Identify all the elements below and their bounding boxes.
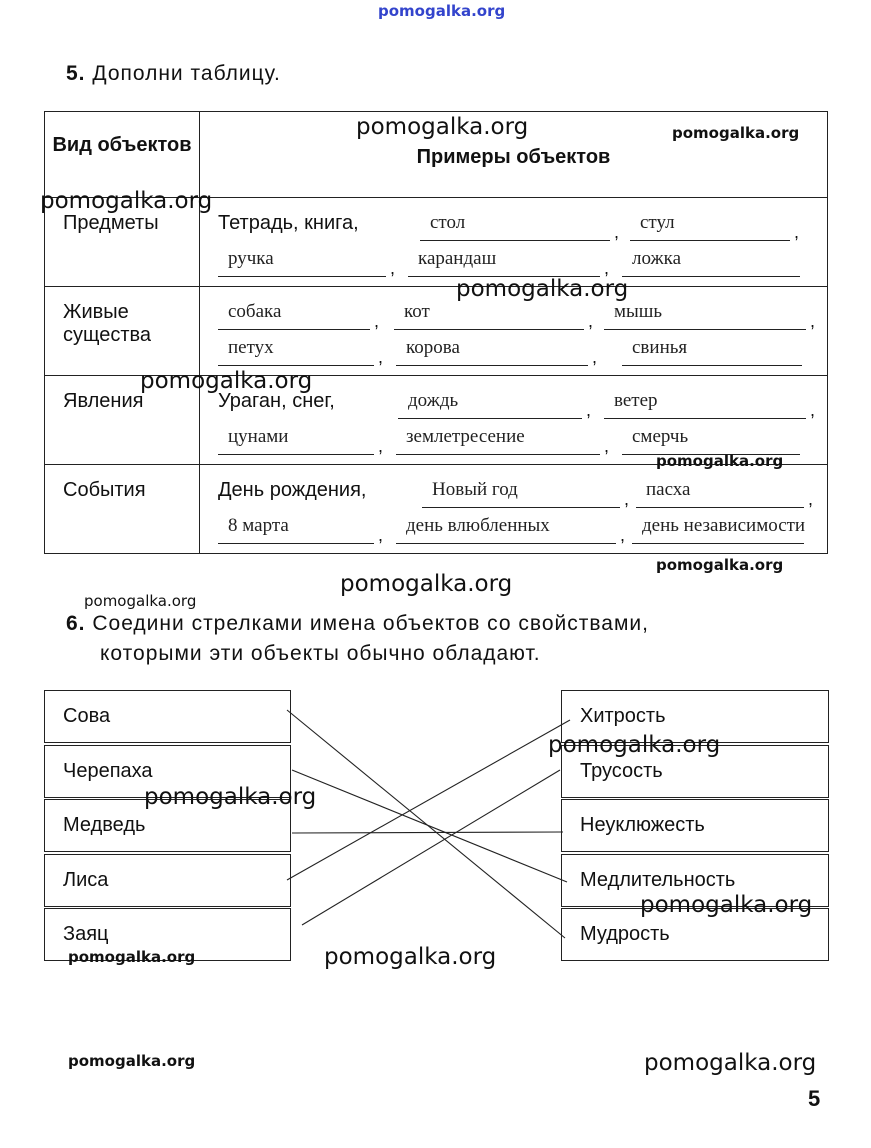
handwritten-answer: 8 марта xyxy=(228,515,289,536)
comma: , xyxy=(808,489,814,509)
watermark: pomogalka.org xyxy=(378,2,506,20)
handwritten-answer: ложка xyxy=(632,248,682,269)
watermark: pomogalka.org xyxy=(640,892,813,918)
watermark: pomogalka.org xyxy=(68,948,196,966)
handwritten-answer: ручка xyxy=(228,248,274,269)
object-box: Лиса xyxy=(44,854,291,907)
header-examples: Примеры объектов xyxy=(200,112,828,198)
watermark: pomogalka.org xyxy=(340,571,513,597)
handwritten-answer: кот xyxy=(404,301,430,322)
printed-examples: Ураган, снег, xyxy=(218,390,335,412)
connection-line xyxy=(292,832,563,833)
object-box: Черепаха xyxy=(44,745,291,798)
property-box: Неуклюжесть xyxy=(561,799,829,852)
watermark: pomogalka.org xyxy=(68,1052,196,1070)
page-number: 5 xyxy=(808,1086,821,1111)
handwritten-answer: корова xyxy=(406,337,460,358)
handwritten-answer: землетресение xyxy=(406,426,525,447)
watermark: pomogalka.org xyxy=(140,368,313,394)
header-kind: Вид объектов xyxy=(45,112,200,198)
comma: , xyxy=(604,258,610,278)
connection-line xyxy=(287,720,570,880)
handwritten-answer: смерчь xyxy=(632,426,689,447)
comma: , xyxy=(592,347,598,367)
comma: , xyxy=(374,311,380,331)
handwritten-answer: пасха xyxy=(646,479,691,500)
comma: , xyxy=(378,347,384,367)
handwritten-answer: стул xyxy=(640,212,675,233)
connection-line xyxy=(292,770,567,882)
watermark: pomogalka.org xyxy=(356,114,529,140)
task-text: Дополни таблицу. xyxy=(92,62,281,85)
property-box: Медлительность xyxy=(561,854,829,907)
handwritten-answer: стол xyxy=(430,212,466,233)
watermark: pomogalka.org xyxy=(656,556,784,574)
comma: , xyxy=(604,436,610,456)
kind-cell: Живые существа xyxy=(45,287,200,376)
kind-cell: Предметы xyxy=(45,198,200,287)
handwritten-answer: петух xyxy=(228,337,274,358)
printed-examples: Тетрадь, книга, xyxy=(218,212,359,234)
task6-text: 6. Соедини стрелками имена объектов со свойствами, xyxy=(66,612,649,635)
property-box: Мудрость xyxy=(561,908,829,961)
object-box: Сова xyxy=(44,690,291,743)
task6-text-line2: которыми эти объекты обычно обладают. xyxy=(100,642,541,665)
handwritten-answer: свинья xyxy=(632,337,688,358)
watermark: pomogalka.org xyxy=(84,592,197,610)
task-number: 6. xyxy=(66,612,86,635)
handwritten-answer: цунами xyxy=(228,426,289,447)
comma: , xyxy=(620,525,626,545)
comma: , xyxy=(810,400,816,420)
object-box: Медведь xyxy=(44,799,291,852)
task-number: 5. xyxy=(66,62,86,85)
object-box: Заяц xyxy=(44,908,291,961)
watermark: pomogalka.org xyxy=(672,124,800,142)
handwritten-answer: собака xyxy=(228,301,282,322)
handwritten-answer: карандаш xyxy=(418,248,497,269)
handwritten-answer: Новый год xyxy=(432,479,518,500)
watermark: pomogalka.org xyxy=(40,188,213,214)
handwritten-answer: дождь xyxy=(408,390,459,411)
handwritten-answer: мышь xyxy=(614,301,663,322)
comma: , xyxy=(794,222,800,242)
kind-cell: Явления xyxy=(45,376,200,465)
watermark: pomogalka.org xyxy=(144,784,317,810)
watermark: pomogalka.org xyxy=(548,732,721,758)
comma: , xyxy=(614,222,620,242)
watermark: pomogalka.org xyxy=(324,944,497,970)
comma: , xyxy=(390,258,396,278)
kind-cell: События xyxy=(45,465,200,554)
handwritten-answer: ветер xyxy=(614,390,658,411)
watermark: pomogalka.org xyxy=(656,452,784,470)
comma: , xyxy=(586,400,592,420)
property-box: Трусость xyxy=(561,745,829,798)
handwritten-answer: день влюбленных xyxy=(406,515,550,536)
handwritten-answer: день независимости xyxy=(642,515,806,536)
comma: , xyxy=(378,525,384,545)
watermark: pomogalka.org xyxy=(456,276,629,302)
comma: , xyxy=(624,489,630,509)
comma: , xyxy=(588,311,594,331)
comma: , xyxy=(810,311,816,331)
comma: , xyxy=(378,436,384,456)
property-box: Хитрость xyxy=(561,690,829,743)
printed-examples: День рождения, xyxy=(218,479,367,501)
watermark: pomogalka.org xyxy=(644,1050,817,1076)
